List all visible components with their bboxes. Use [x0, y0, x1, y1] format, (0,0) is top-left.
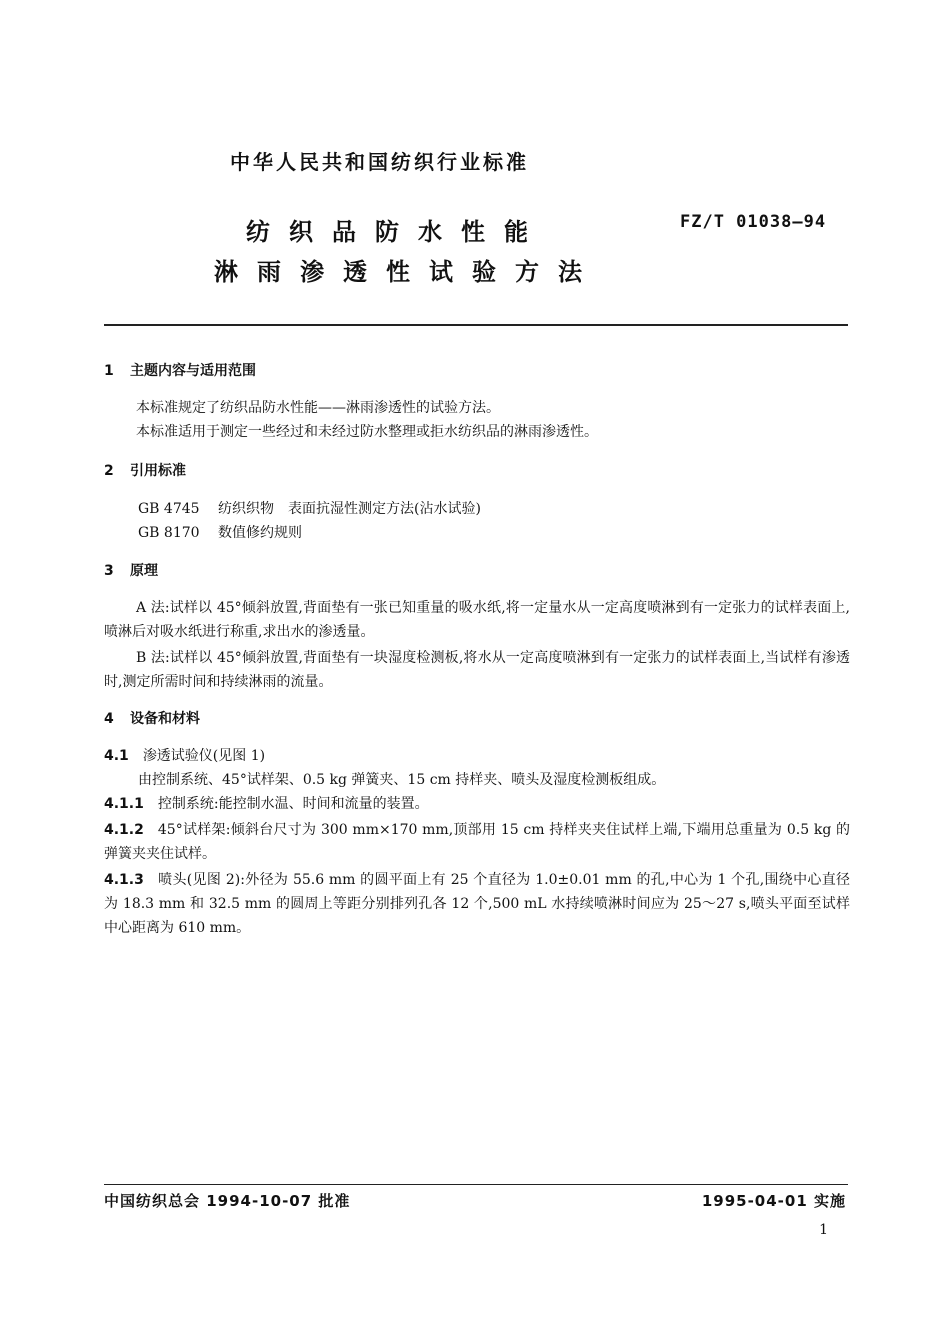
section-number: 2 — [104, 463, 114, 479]
clause-4-1-3 — [104, 868, 850, 940]
section-number: 1 — [104, 363, 114, 379]
clause-text: 喷头(见图 2):外径为 55.6 mm 的圆平面上有 25 个直径为 1.0±0.01 mm 的孔,中心为 1 个孔,围绕中心直径为 18.3 mm 和 32.5 mm 的圆周上等距分别排列孔各 12 个,500 mL 水持续喷淋时间应为 25～27 s,喷头平面至试样中心距离为 610 mm。 — [104, 872, 850, 936]
clause-title: 渗透试验仪(见图 1) — [142, 748, 266, 764]
method-a-paragraph: A 法:试样以 45°倾斜放置,背面垫有一张已知重量的吸水纸,将一定量水从一定高度喷淋到有一定张力的试样表面上,喷淋后对吸水纸进行称重,求出水的渗透量。 — [104, 600, 850, 640]
section-title: 引用标准 — [130, 463, 186, 479]
section-title: 原理 — [130, 563, 158, 579]
clause-4-1-text: 由控制系统、45°试样架、0.5 kg 弹簧夹、15 cm 持样夹、喷头及湿度检测板组成。 — [138, 772, 666, 788]
clause-number: 4.1.1 — [104, 796, 144, 812]
implementation-date: 1995-04-01 实施 — [701, 1192, 846, 1210]
reference-code: GB 8170 — [138, 525, 200, 541]
reference-title: 纺织织物 表面抗湿性测定方法(沾水试验) — [218, 501, 481, 517]
page-number: 1 — [819, 1222, 828, 1238]
section-title: 主题内容与适用范围 — [130, 363, 256, 379]
section-1-heading — [104, 360, 256, 380]
method-b-paragraph: B 法:试样以 45°倾斜放置,背面垫有一块湿度检测板,将水从一定高度喷淋到有一定张力的试样表面上,当试样有渗透时,测定所需时间和持续淋雨的流量。 — [104, 650, 850, 690]
clause-text: 45°试样架:倾斜台尺寸为 300 mm×170 mm,顶部用 15 cm 持样夹夹住试样上端,下端用总重量为 0.5 kg 的弹簧夹夹住试样。 — [104, 822, 850, 862]
clause-4-1-2 — [104, 818, 850, 866]
reference-code: GB 4745 — [138, 501, 200, 517]
section-number: 4 — [104, 711, 114, 727]
reference-item — [138, 522, 302, 542]
section-1-para-2: 本标准适用于测定一些经过和未经过防水整理或拒水纺织品的淋雨渗透性。 — [136, 424, 598, 440]
section-1-para-1: 本标准规定了纺织品防水性能——淋雨渗透性的试验方法。 — [136, 400, 500, 416]
clause-number: 4.1.2 — [104, 822, 144, 838]
standard-code: FZ/T 01038—94 — [680, 212, 827, 232]
reference-title: 数值修约规则 — [218, 525, 302, 541]
footer-rule — [104, 1184, 848, 1185]
section-4-heading — [104, 708, 200, 728]
clause-text: 控制系统:能控制水温、时间和流量的装置。 — [157, 796, 429, 812]
section-3-heading — [104, 560, 158, 580]
clause-number: 4.1.3 — [104, 872, 144, 888]
header-rule — [104, 324, 848, 326]
issuing-authority: 中华人民共和国纺织行业标准 — [230, 150, 529, 174]
title-line-2: 淋雨渗透性试验方法 — [214, 258, 601, 286]
section-number: 3 — [104, 563, 114, 579]
clause-number: 4.1 — [104, 748, 129, 764]
section-title: 设备和材料 — [130, 711, 200, 727]
reference-item — [138, 498, 481, 518]
section-2-heading — [104, 460, 186, 480]
approval-date: 中国纺织总会 1994-10-07 批准 — [104, 1192, 351, 1210]
clause-4-1-heading — [104, 744, 850, 768]
title-line-1: 纺织品防水性能 — [246, 218, 547, 246]
clause-4-1-1 — [104, 792, 850, 816]
